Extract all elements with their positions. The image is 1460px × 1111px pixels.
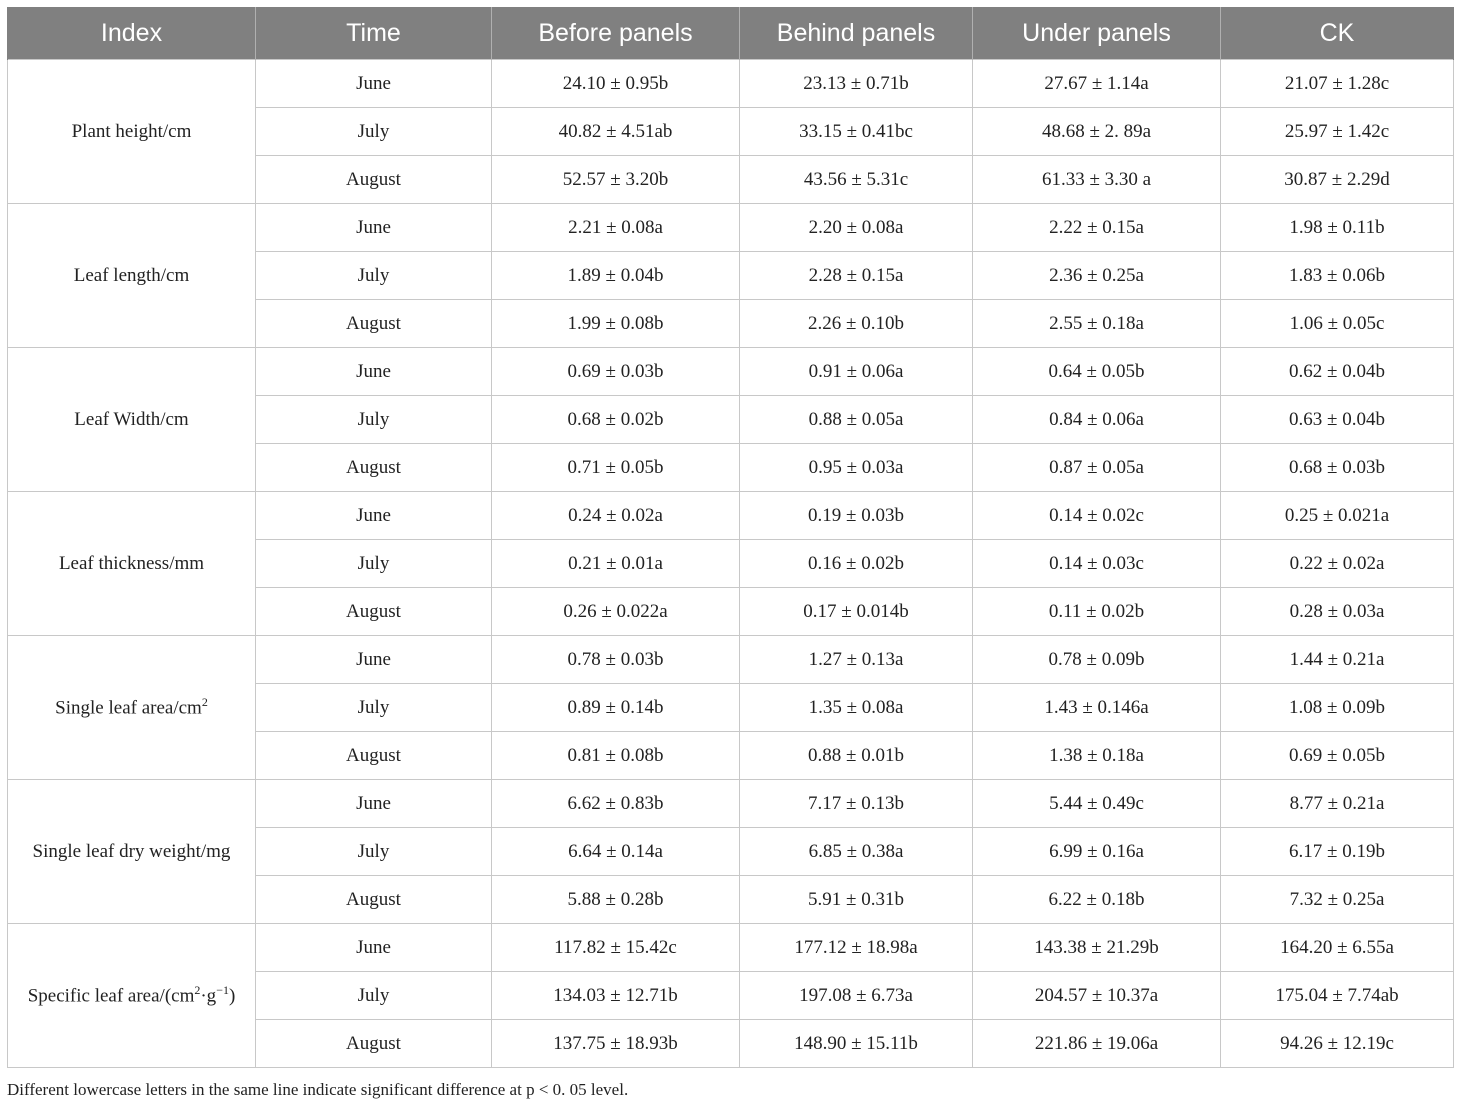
under-panels-cell: 0.14 ± 0.03c (973, 540, 1221, 588)
header-under-panels: Under panels (973, 7, 1221, 60)
behind-panels-cell: 7.17 ± 0.13b (740, 780, 973, 828)
behind-panels-cell: 0.91 ± 0.06a (740, 348, 973, 396)
table-row (8, 60, 1454, 108)
time-cell: July (256, 684, 492, 732)
ck-cell: 7.32 ± 0.25a (1221, 876, 1454, 924)
ck-cell: 30.87 ± 2.29d (1221, 156, 1454, 204)
under-panels-cell: 5.44 ± 0.49c (973, 780, 1221, 828)
before-panels-cell: 6.64 ± 0.14a (492, 828, 740, 876)
before-panels-cell: 137.75 ± 18.93b (492, 1020, 740, 1068)
behind-panels-cell: 5.91 ± 0.31b (740, 876, 973, 924)
ck-cell: 1.08 ± 0.09b (1221, 684, 1454, 732)
ck-cell: 0.28 ± 0.03a (1221, 588, 1454, 636)
under-panels-cell: 0.11 ± 0.02b (973, 588, 1221, 636)
under-panels-cell: 0.64 ± 0.05b (973, 348, 1221, 396)
time-cell: August (256, 876, 492, 924)
table-row (8, 204, 1454, 252)
before-panels-cell: 40.82 ± 4.51ab (492, 108, 740, 156)
before-panels-cell: 0.68 ± 0.02b (492, 396, 740, 444)
behind-panels-cell: 0.16 ± 0.02b (740, 540, 973, 588)
time-cell: July (256, 396, 492, 444)
time-cell: June (256, 492, 492, 540)
before-panels-cell: 0.81 ± 0.08b (492, 732, 740, 780)
data-table (7, 7, 1454, 1068)
behind-panels-cell: 2.26 ± 0.10b (740, 300, 973, 348)
index-label: Single leaf area/cm (55, 697, 202, 719)
index-cell (8, 204, 256, 348)
before-panels-cell: 0.89 ± 0.14b (492, 684, 740, 732)
under-panels-cell: 221.86 ± 19.06a (973, 1020, 1221, 1068)
table-row (8, 492, 1454, 540)
ck-cell: 1.06 ± 0.05c (1221, 300, 1454, 348)
under-panels-cell: 0.84 ± 0.06a (973, 396, 1221, 444)
time-cell: August (256, 588, 492, 636)
index-label: Leaf thickness/mm (58, 552, 205, 574)
under-panels-cell: 1.38 ± 0.18a (973, 732, 1221, 780)
behind-panels-cell: 0.19 ± 0.03b (740, 492, 973, 540)
time-cell: August (256, 444, 492, 492)
before-panels-cell: 0.78 ± 0.03b (492, 636, 740, 684)
behind-panels-cell: 6.85 ± 0.38a (740, 828, 973, 876)
time-cell: July (256, 108, 492, 156)
behind-panels-cell: 177.12 ± 18.98a (740, 924, 973, 972)
index-superscript: 2 (194, 983, 201, 998)
before-panels-cell: 52.57 ± 3.20b (492, 156, 740, 204)
behind-panels-cell: 0.95 ± 0.03a (740, 444, 973, 492)
before-panels-cell: 5.88 ± 0.28b (492, 876, 740, 924)
behind-panels-cell: 2.28 ± 0.15a (740, 252, 973, 300)
before-panels-cell: 117.82 ± 15.42c (492, 924, 740, 972)
index-label: Leaf length/cm (73, 264, 190, 286)
index-label: Leaf Width/cm (74, 408, 189, 430)
index-label: Plant height/cm (71, 120, 192, 142)
under-panels-cell: 0.14 ± 0.02c (973, 492, 1221, 540)
ck-cell: 21.07 ± 1.28c (1221, 60, 1454, 108)
behind-panels-cell: 0.88 ± 0.05a (740, 396, 973, 444)
header-index: Index (8, 7, 256, 60)
under-panels-cell: 0.78 ± 0.09b (973, 636, 1221, 684)
time-cell: July (256, 540, 492, 588)
behind-panels-cell: 43.56 ± 5.31c (740, 156, 973, 204)
before-panels-cell: 6.62 ± 0.83b (492, 780, 740, 828)
time-cell: July (256, 828, 492, 876)
table-body (8, 60, 1454, 1068)
table-row (8, 348, 1454, 396)
under-panels-cell: 61.33 ± 3.30 a (973, 156, 1221, 204)
index-cell (8, 492, 256, 636)
behind-panels-cell: 197.08 ± 6.73a (740, 972, 973, 1020)
table-row (8, 636, 1454, 684)
index-label: Specific leaf area/(cm (27, 985, 195, 1007)
ck-cell: 8.77 ± 0.21a (1221, 780, 1454, 828)
data-table-container (7, 7, 1453, 1068)
index-superscript: −1 (216, 983, 229, 998)
index-label-end: ) (228, 985, 236, 1007)
header-row (8, 7, 1454, 60)
time-cell: July (256, 252, 492, 300)
index-cell (8, 348, 256, 492)
behind-panels-cell: 33.15 ± 0.41bc (740, 108, 973, 156)
under-panels-cell: 0.87 ± 0.05a (973, 444, 1221, 492)
ck-cell: 1.98 ± 0.11b (1221, 204, 1454, 252)
ck-cell: 1.83 ± 0.06b (1221, 252, 1454, 300)
before-panels-cell: 1.89 ± 0.04b (492, 252, 740, 300)
ck-cell: 0.25 ± 0.021a (1221, 492, 1454, 540)
ck-cell: 6.17 ± 0.19b (1221, 828, 1454, 876)
time-cell: June (256, 924, 492, 972)
behind-panels-cell: 1.27 ± 0.13a (740, 636, 973, 684)
table-row (8, 780, 1454, 828)
ck-cell: 25.97 ± 1.42c (1221, 108, 1454, 156)
before-panels-cell: 0.26 ± 0.022a (492, 588, 740, 636)
before-panels-cell: 24.10 ± 0.95b (492, 60, 740, 108)
under-panels-cell: 6.22 ± 0.18b (973, 876, 1221, 924)
table-row (8, 924, 1454, 972)
before-panels-cell: 0.24 ± 0.02a (492, 492, 740, 540)
index-cell (8, 924, 256, 1068)
table-footnote: Different lowercase letters in the same line indicate significant difference at p < 0. 05 level. (7, 1080, 629, 1099)
behind-panels-cell: 23.13 ± 0.71b (740, 60, 973, 108)
header-behind-panels: Behind panels (740, 7, 973, 60)
ck-cell: 175.04 ± 7.74ab (1221, 972, 1454, 1020)
ck-cell: 0.62 ± 0.04b (1221, 348, 1454, 396)
index-label-mid: ·g (200, 985, 217, 1007)
time-cell: June (256, 636, 492, 684)
index-cell (8, 780, 256, 924)
behind-panels-cell: 148.90 ± 15.11b (740, 1020, 973, 1068)
before-panels-cell: 0.71 ± 0.05b (492, 444, 740, 492)
time-cell: August (256, 156, 492, 204)
before-panels-cell: 0.69 ± 0.03b (492, 348, 740, 396)
before-panels-cell: 2.21 ± 0.08a (492, 204, 740, 252)
ck-cell: 0.22 ± 0.02a (1221, 540, 1454, 588)
behind-panels-cell: 1.35 ± 0.08a (740, 684, 973, 732)
time-cell: June (256, 348, 492, 396)
time-cell: August (256, 300, 492, 348)
time-cell: June (256, 204, 492, 252)
behind-panels-cell: 0.17 ± 0.014b (740, 588, 973, 636)
behind-panels-cell: 0.88 ± 0.01b (740, 732, 973, 780)
header-time: Time (256, 7, 492, 60)
time-cell: June (256, 60, 492, 108)
under-panels-cell: 143.38 ± 21.29b (973, 924, 1221, 972)
before-panels-cell: 1.99 ± 0.08b (492, 300, 740, 348)
ck-cell: 94.26 ± 12.19c (1221, 1020, 1454, 1068)
under-panels-cell: 204.57 ± 10.37a (973, 972, 1221, 1020)
under-panels-cell: 6.99 ± 0.16a (973, 828, 1221, 876)
header-before-panels: Before panels (492, 7, 740, 60)
time-cell: July (256, 972, 492, 1020)
under-panels-cell: 27.67 ± 1.14a (973, 60, 1221, 108)
under-panels-cell: 2.22 ± 0.15a (973, 204, 1221, 252)
index-cell (8, 60, 256, 204)
under-panels-cell: 48.68 ± 2. 89a (973, 108, 1221, 156)
time-cell: June (256, 780, 492, 828)
ck-cell: 1.44 ± 0.21a (1221, 636, 1454, 684)
time-cell: August (256, 1020, 492, 1068)
index-superscript: 2 (201, 695, 208, 710)
before-panels-cell: 0.21 ± 0.01a (492, 540, 740, 588)
ck-cell: 0.69 ± 0.05b (1221, 732, 1454, 780)
ck-cell: 164.20 ± 6.55a (1221, 924, 1454, 972)
ck-cell: 0.63 ± 0.04b (1221, 396, 1454, 444)
under-panels-cell: 2.55 ± 0.18a (973, 300, 1221, 348)
ck-cell: 0.68 ± 0.03b (1221, 444, 1454, 492)
before-panels-cell: 134.03 ± 12.71b (492, 972, 740, 1020)
behind-panels-cell: 2.20 ± 0.08a (740, 204, 973, 252)
under-panels-cell: 1.43 ± 0.146a (973, 684, 1221, 732)
under-panels-cell: 2.36 ± 0.25a (973, 252, 1221, 300)
header-ck: CK (1221, 7, 1454, 60)
index-label: Single leaf dry weight/mg (32, 840, 231, 862)
time-cell: August (256, 732, 492, 780)
index-cell (8, 636, 256, 780)
